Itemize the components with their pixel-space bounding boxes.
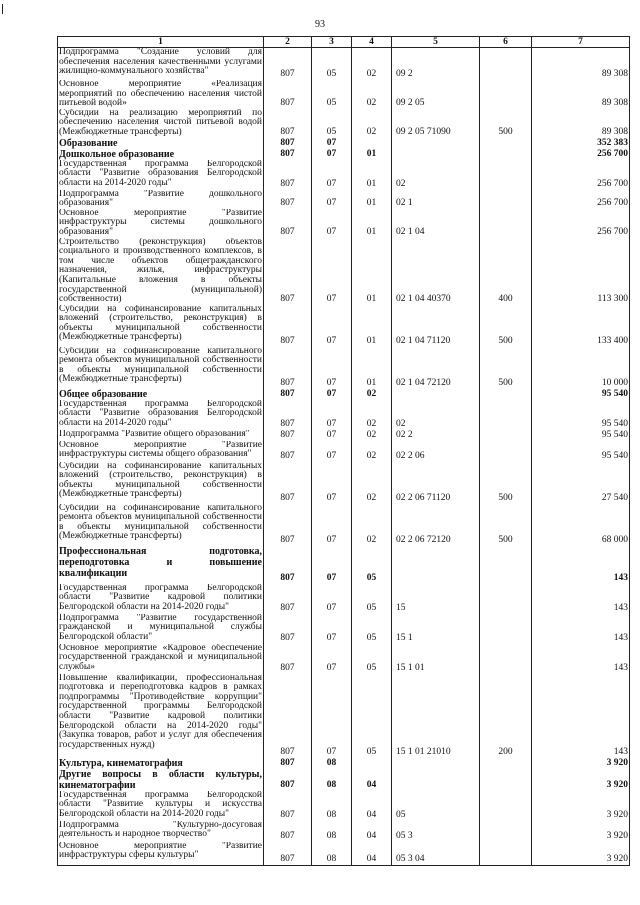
row-section-code: 07 <box>312 347 352 389</box>
row-subsection-code: 05 <box>352 584 392 614</box>
row-ministry-code: 807 <box>264 674 312 758</box>
row-target-article: 05 3 <box>392 821 480 842</box>
row-ministry-code: 807 <box>264 149 312 160</box>
table-row <box>58 80 630 109</box>
page-number: 93 <box>315 19 325 30</box>
row-expense-type <box>480 758 532 769</box>
row-ministry-code: 807 <box>264 238 312 305</box>
table-row <box>58 842 630 866</box>
row-name: Строительство (реконструкция) объектов социального и производственного комплексов, в том числе объектов общегражданского назначения, жилья, инфраструктуры (Капитальные вложения в объекты государственной (муниципальной) собственности) <box>59 237 262 305</box>
row-subsection-code: 02 <box>352 389 392 400</box>
table-row <box>58 347 630 389</box>
row-name: Государственная программа Белгородской области "Развитие образования Белгородской области на 2014-2020 годы" <box>59 159 262 188</box>
row-section-code: 07 <box>312 504 352 546</box>
row-expense-type <box>480 441 532 462</box>
row-name: Основное мероприятие "Развитие инфраструктуры системы дошкольного образования" <box>59 208 262 237</box>
row-target-article <box>392 149 480 160</box>
row-section-code: 07 <box>312 546 352 584</box>
row-ministry-code: 807 <box>264 614 312 644</box>
row-name: Общее образование <box>58 389 264 400</box>
row-amount: 3 920 <box>532 769 630 791</box>
row-target-article <box>392 769 480 791</box>
row-name: Подпрограмма "Развитие общего образования" <box>58 430 264 441</box>
row-expense-type <box>480 389 532 400</box>
budget-table <box>57 36 630 866</box>
row-expense-type <box>480 149 532 160</box>
row-ministry-code: 807 <box>264 821 312 842</box>
row-amount: 143 <box>532 546 630 584</box>
row-ministry-code: 807 <box>264 48 312 81</box>
row-ministry-code: 807 <box>264 769 312 791</box>
row-amount: 133 400 <box>532 305 630 347</box>
row-name: Государственная программа Белгородской области "Развитие образования Белгородской области на 2014-2020 годы" <box>59 399 262 428</box>
row-expense-type: 200 <box>480 674 532 758</box>
row-section-code: 07 <box>312 389 352 400</box>
row-subsection-code: 02 <box>352 48 392 81</box>
row-subsection-code: 02 <box>352 462 392 504</box>
column-header-1: 1 <box>58 37 264 48</box>
row-expense-type: 500 <box>480 462 532 504</box>
row-target-article: 02 2 06 72120 <box>392 504 480 546</box>
budget-table-container <box>57 36 629 866</box>
row-ministry-code: 807 <box>264 504 312 546</box>
row-amount: 256 700 <box>532 149 630 160</box>
row-name: Государственная программа Белгородской области "Развитие культуры и искусства Белгородской области на 2014-2020 годы" <box>59 790 262 819</box>
row-amount: 143 <box>532 614 630 644</box>
row-section-code: 07 <box>312 400 352 430</box>
row-section-code: 07 <box>312 674 352 758</box>
row-name: Подпрограмма "Развитие государственной гражданской и муниципальной службы Белгородской области" <box>59 613 262 642</box>
row-target-article: 02 <box>392 400 480 430</box>
row-target-article: 05 3 04 <box>392 842 480 866</box>
row-expense-type: 500 <box>480 109 532 138</box>
row-ministry-code: 807 <box>264 546 312 584</box>
row-target-article: 15 1 01 <box>392 644 480 674</box>
row-ministry-code: 807 <box>264 644 312 674</box>
table-row <box>58 389 630 400</box>
row-subsection-code: 04 <box>352 821 392 842</box>
row-expense-type: 500 <box>480 347 532 389</box>
row-target-article <box>392 138 480 149</box>
row-name: Государственная программа Белгородской области "Развитие кадровой политики Белгородской области на 2014-2020 годы" <box>59 583 262 612</box>
row-section-code: 07 <box>312 462 352 504</box>
row-target-article <box>392 546 480 584</box>
row-section-code: 07 <box>312 209 352 238</box>
row-name: Подпрограмма "Создание условий для обеспечения населения качественными услугами жилищно-коммунального хозяйства" <box>58 48 264 81</box>
row-subsection-code: 01 <box>352 238 392 305</box>
row-expense-type <box>480 614 532 644</box>
row-expense-type <box>480 791 532 821</box>
row-amount: 89 308 <box>532 48 630 81</box>
table-row <box>58 769 630 791</box>
table-row <box>58 400 630 430</box>
table-row <box>58 190 630 209</box>
column-header-2: 2 <box>264 37 312 48</box>
row-ministry-code: 807 <box>264 389 312 400</box>
row-ministry-code: 807 <box>264 400 312 430</box>
row-subsection-code: 05 <box>352 644 392 674</box>
table-row <box>58 149 630 160</box>
row-expense-type <box>480 546 532 584</box>
row-ministry-code: 807 <box>264 462 312 504</box>
column-header-7: 7 <box>532 37 630 48</box>
row-subsection-code: 04 <box>352 791 392 821</box>
row-section-code: 07 <box>312 430 352 441</box>
table-row <box>58 674 630 758</box>
row-expense-type: 500 <box>480 305 532 347</box>
row-section-code: 07 <box>312 138 352 149</box>
table-row <box>58 441 630 462</box>
row-ministry-code: 807 <box>264 584 312 614</box>
row-amount: 256 700 <box>532 190 630 209</box>
row-subsection-code: 01 <box>352 160 392 190</box>
row-ministry-code: 807 <box>264 791 312 821</box>
row-name: Дошкольное образование <box>58 149 264 160</box>
row-expense-type <box>480 644 532 674</box>
row-subsection-code: 04 <box>352 769 392 791</box>
row-subsection-code: 04 <box>352 842 392 866</box>
table-row <box>58 546 630 584</box>
row-amount: 3 920 <box>532 821 630 842</box>
row-expense-type <box>480 138 532 149</box>
row-amount: 113 300 <box>532 238 630 305</box>
table-row <box>58 614 630 644</box>
table-row <box>58 430 630 441</box>
row-ministry-code: 807 <box>264 80 312 109</box>
table-row <box>58 209 630 238</box>
row-target-article: 02 1 04 72120 <box>392 347 480 389</box>
row-subsection-code: 01 <box>352 149 392 160</box>
table-row <box>58 758 630 769</box>
table-row <box>58 504 630 546</box>
column-header-3: 3 <box>312 37 352 48</box>
row-amount: 95 540 <box>532 441 630 462</box>
row-target-article: 05 <box>392 791 480 821</box>
row-amount: 27 540 <box>532 462 630 504</box>
row-name: Образование <box>58 138 264 149</box>
row-amount: 3 920 <box>532 842 630 866</box>
row-subsection-code: 05 <box>352 546 392 584</box>
row-expense-type <box>480 80 532 109</box>
row-section-code: 07 <box>312 190 352 209</box>
table-row <box>58 160 630 190</box>
table-row <box>58 238 630 305</box>
row-target-article: 02 2 <box>392 430 480 441</box>
row-expense-type <box>480 821 532 842</box>
row-target-article: 02 2 06 71120 <box>392 462 480 504</box>
row-section-code: 08 <box>312 758 352 769</box>
table-body <box>58 48 630 866</box>
row-ministry-code: 807 <box>264 160 312 190</box>
row-subsection-code <box>352 138 392 149</box>
row-subsection-code: 01 <box>352 347 392 389</box>
row-section-code: 07 <box>312 160 352 190</box>
row-target-article: 09 2 05 71090 <box>392 109 480 138</box>
row-target-article: 15 1 <box>392 614 480 644</box>
row-amount: 95 540 <box>532 389 630 400</box>
row-subsection-code: 02 <box>352 80 392 109</box>
table-row <box>58 462 630 504</box>
row-subsection-code: 02 <box>352 400 392 430</box>
row-ministry-code: 807 <box>264 209 312 238</box>
row-ministry-code: 807 <box>264 305 312 347</box>
row-section-code: 05 <box>312 109 352 138</box>
row-ministry-code: 807 <box>264 190 312 209</box>
row-section-code: 05 <box>312 80 352 109</box>
row-amount: 89 308 <box>532 80 630 109</box>
row-expense-type: 400 <box>480 238 532 305</box>
row-name: Основное мероприятие «Кадровое обеспечение государственной гражданской и муниципальной службы» <box>59 643 262 672</box>
row-ministry-code: 807 <box>264 109 312 138</box>
table-row <box>58 584 630 614</box>
row-section-code: 08 <box>312 842 352 866</box>
row-amount: 3 920 <box>532 791 630 821</box>
row-expense-type <box>480 584 532 614</box>
row-expense-type <box>480 400 532 430</box>
table-row <box>58 109 630 138</box>
row-ministry-code: 807 <box>264 138 312 149</box>
row-name: Субсидии на софинансирование капитальных вложений (строительство, реконструкция) в объекты муниципальной собственности (Межбюджетные трансферты) <box>58 305 264 347</box>
row-target-article: 02 1 04 <box>392 209 480 238</box>
row-target-article: 09 2 <box>392 48 480 81</box>
row-amount: 256 700 <box>532 209 630 238</box>
row-target-article: 02 <box>392 160 480 190</box>
row-amount: 143 <box>532 674 630 758</box>
row-target-article: 15 1 01 21010 <box>392 674 480 758</box>
row-section-code: 08 <box>312 769 352 791</box>
margin-mark <box>2 4 3 14</box>
row-name: Субсидии на софинансирование капитального ремонта объектов муниципальной собственности в объекты муниципальной собственности (Межбюджетные трансферты) <box>58 347 264 389</box>
column-header-6: 6 <box>480 37 532 48</box>
column-header-4: 4 <box>352 37 392 48</box>
row-section-code: 07 <box>312 441 352 462</box>
row-name: Основное мероприятие "Развитие инфраструктуры сферы культуры" <box>58 842 264 866</box>
row-target-article <box>392 758 480 769</box>
row-subsection-code: 02 <box>352 430 392 441</box>
row-ministry-code: 807 <box>264 758 312 769</box>
row-subsection-code: 01 <box>352 209 392 238</box>
row-name: Профессиональная подготовка, переподготовка и повышение квалификации <box>58 546 264 584</box>
row-section-code: 07 <box>312 238 352 305</box>
row-section-code: 08 <box>312 821 352 842</box>
table-row <box>58 305 630 347</box>
row-expense-type <box>480 160 532 190</box>
row-amount: 143 <box>532 584 630 614</box>
row-expense-type <box>480 48 532 81</box>
row-ministry-code: 807 <box>264 347 312 389</box>
table-row <box>58 644 630 674</box>
row-name: Основное мероприятие "Развитие инфраструктуры системы общего образования" <box>58 441 264 462</box>
row-ministry-code: 807 <box>264 430 312 441</box>
row-section-code: 07 <box>312 614 352 644</box>
row-target-article: 09 2 05 <box>392 80 480 109</box>
row-section-code: 08 <box>312 791 352 821</box>
row-subsection-code: 02 <box>352 109 392 138</box>
row-name: Субсидии на софинансирование капитальных вложений (строительство, реконструкция) в объекты муниципальной собственности (Межбюджетные трансферты) <box>58 462 264 504</box>
row-name: Подпрограмма "Развитие дошкольного образования" <box>59 189 262 209</box>
row-target-article: 02 1 04 71120 <box>392 305 480 347</box>
row-expense-type <box>480 430 532 441</box>
row-subsection-code <box>352 758 392 769</box>
row-name: Основное мероприятие «Реализация мероприятий по обеспечению населения чистой питьевой водой» <box>59 80 262 109</box>
row-section-code: 07 <box>312 305 352 347</box>
row-subsection-code: 01 <box>352 190 392 209</box>
row-amount: 10 000 <box>532 347 630 389</box>
table-row <box>58 48 630 81</box>
column-header-5: 5 <box>392 37 480 48</box>
row-target-article: 02 1 04 40370 <box>392 238 480 305</box>
row-section-code: 07 <box>312 644 352 674</box>
row-amount: 352 383 <box>532 138 630 149</box>
row-amount: 95 540 <box>532 430 630 441</box>
row-target-article: 15 <box>392 584 480 614</box>
row-name: Субсидии на софинансирование капитального ремонта объектов муниципальной собственности в объекты муниципальной собственности (Межбюджетные трансферты) <box>58 504 264 546</box>
row-subsection-code: 05 <box>352 614 392 644</box>
row-name: Повышение квалификации, профессиональная подготовка и переподготовка кадров в рамках подпрограммы "Противодействие коррупции" государственной программы Белгородской области "Развитие кадровой политики Белгородской области на 2014-2020 годы" (Закупка товаров, работ и услуг для обеспечения государственных нужд) <box>58 674 264 758</box>
row-amount: 3 920 <box>532 758 630 769</box>
table-row <box>58 791 630 821</box>
row-expense-type <box>480 209 532 238</box>
column-number-row <box>58 37 630 48</box>
row-expense-type <box>480 769 532 791</box>
row-section-code: 07 <box>312 149 352 160</box>
row-amount: 89 308 <box>532 109 630 138</box>
row-ministry-code: 807 <box>264 441 312 462</box>
row-ministry-code: 807 <box>264 842 312 866</box>
row-expense-type <box>480 842 532 866</box>
row-subsection-code: 01 <box>352 305 392 347</box>
row-name: Подпрограмма "Культурно-досуговая деятельность и народное творчество" <box>58 821 264 842</box>
table-row <box>58 821 630 842</box>
row-name: Субсидии на реализацию мероприятий по обеспечению населения чистой питьевой водой (Межбюджетные трансферты) <box>59 108 262 137</box>
row-amount: 256 700 <box>532 160 630 190</box>
row-subsection-code: 05 <box>352 674 392 758</box>
row-name: Другие вопросы в области культуры, кинематографии <box>59 768 262 791</box>
row-section-code: 05 <box>312 48 352 81</box>
row-subsection-code: 02 <box>352 441 392 462</box>
row-target-article <box>392 389 480 400</box>
row-section-code: 07 <box>312 584 352 614</box>
row-expense-type <box>480 190 532 209</box>
row-amount: 95 540 <box>532 400 630 430</box>
row-name: Культура, кинематография <box>58 758 264 769</box>
row-amount: 143 <box>532 644 630 674</box>
row-target-article: 02 1 <box>392 190 480 209</box>
row-subsection-code: 02 <box>352 504 392 546</box>
row-target-article: 02 2 06 <box>392 441 480 462</box>
table-row <box>58 138 630 149</box>
row-expense-type: 500 <box>480 504 532 546</box>
row-amount: 68 000 <box>532 504 630 546</box>
